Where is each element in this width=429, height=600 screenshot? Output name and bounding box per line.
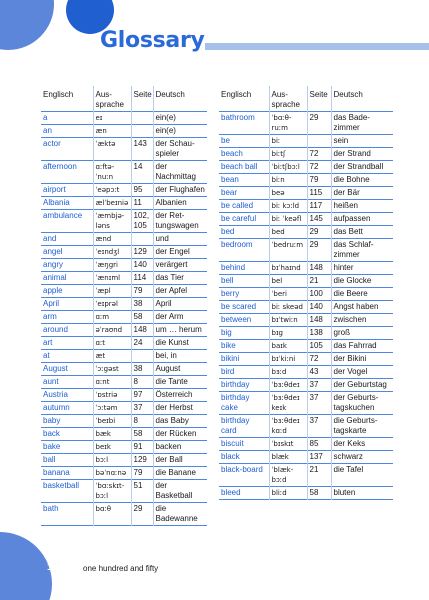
- pronunciation: ˈæpl: [93, 285, 131, 298]
- german-translation: backen: [155, 442, 182, 451]
- table-row: [219, 262, 393, 275]
- pronunciation: ˈæmbjə-ləns: [93, 210, 131, 233]
- english-word: April: [41, 298, 93, 311]
- table-row: [41, 298, 207, 311]
- german-translation: der Flughafen: [155, 185, 205, 194]
- header-german: Deutsch: [333, 90, 363, 99]
- page-ref: 117: [307, 200, 331, 213]
- english-word: bike: [219, 340, 269, 353]
- table-row: [219, 288, 393, 301]
- table-row: [219, 438, 393, 451]
- german-translation: der Vogel: [333, 367, 368, 376]
- table-row: [41, 184, 207, 197]
- english-word: airport: [41, 184, 93, 197]
- table-row: [41, 259, 207, 272]
- page-ref: 129: [131, 246, 153, 259]
- page-number-words: one hundred and fifty: [83, 564, 159, 573]
- german-translation: der Geburts-tagskuchen: [333, 393, 379, 412]
- pronunciation: ˈeəpɔːt: [93, 184, 131, 197]
- page-ref: 97: [131, 389, 153, 402]
- pronunciation: ˈbɜːθdeɪ: [269, 379, 307, 392]
- table-row: [219, 200, 393, 213]
- english-word: behind: [219, 262, 269, 275]
- page-ref: 145: [307, 213, 331, 226]
- pronunciation: ˈbɑːθ-ruːm: [269, 112, 307, 135]
- pronunciation: ˈblæk-bɔːd: [269, 464, 307, 487]
- pronunciation: ˈæŋgri: [93, 259, 131, 272]
- german-translation: Österreich: [155, 390, 193, 399]
- header-pronunciation: Aus-sprache: [269, 86, 307, 112]
- pronunciation: ˈeɪndʒl: [93, 246, 131, 259]
- english-word: bean: [219, 174, 269, 187]
- table-row: [41, 480, 207, 503]
- pronunciation: beɪk: [93, 441, 131, 454]
- table-row: [41, 112, 207, 125]
- page-ref: 72: [307, 148, 331, 161]
- german-translation: das Schlaf-zimmer: [333, 240, 374, 259]
- pronunciation: biːn: [269, 174, 307, 187]
- pronunciation: ˈbɜːθdeɪ kɑːd: [269, 415, 307, 438]
- table-row: [41, 161, 207, 184]
- page-ref: 79: [131, 285, 153, 298]
- table-row: [41, 311, 207, 324]
- page-ref: 129: [131, 454, 153, 467]
- german-translation: der Arm: [155, 312, 184, 321]
- page-ref: 38: [131, 298, 153, 311]
- pronunciation: ˈeɪprəl: [93, 298, 131, 311]
- page-ref: 11: [131, 197, 153, 210]
- table-header-row: [41, 86, 207, 112]
- page-ref: [131, 233, 153, 246]
- page-ref: 14: [131, 161, 153, 184]
- header-english: Englisch: [219, 86, 269, 112]
- english-word: Austria: [41, 389, 93, 402]
- page-ref: 79: [307, 174, 331, 187]
- english-word: be careful: [219, 213, 269, 226]
- english-word: be: [219, 135, 269, 148]
- glossary-table-left: [41, 86, 207, 526]
- page-ref: 58: [131, 428, 153, 441]
- page-ref: 100: [307, 288, 331, 301]
- german-translation: Angst haben: [333, 302, 379, 311]
- pronunciation: bɑːθ: [93, 503, 131, 526]
- english-word: ball: [41, 454, 93, 467]
- header-german: Deutsch: [155, 90, 185, 99]
- page-ref: 143: [131, 138, 153, 161]
- english-word: bell: [219, 275, 269, 288]
- page-ref: 24: [131, 337, 153, 350]
- table-row: [219, 451, 393, 464]
- pronunciation: bæk: [93, 428, 131, 441]
- table-row: [219, 340, 393, 353]
- page-ref: 114: [131, 272, 153, 285]
- table-row: [219, 379, 393, 392]
- page-ref: 72: [307, 353, 331, 366]
- pronunciation: ˈbeɪbi: [93, 415, 131, 428]
- english-word: back: [41, 428, 93, 441]
- german-translation: ein(e): [155, 126, 176, 135]
- table-row: [219, 213, 393, 226]
- german-translation: die Kunst: [155, 338, 189, 347]
- glossary-table-right: [219, 86, 393, 500]
- pronunciation: bɪg: [269, 327, 307, 340]
- table-header-row: [219, 86, 393, 112]
- pronunciation: ˈæktə: [93, 138, 131, 161]
- german-translation: April: [155, 299, 172, 308]
- table-row: [41, 350, 207, 363]
- table-row: [219, 487, 393, 500]
- german-translation: und: [155, 234, 169, 243]
- german-translation: der Strandball: [333, 162, 384, 171]
- german-translation: um … herum: [155, 325, 202, 334]
- page-ref: 37: [307, 379, 331, 392]
- page-ref: 29: [131, 503, 153, 526]
- table-row: [219, 392, 393, 415]
- table-row: [219, 314, 393, 327]
- table-row: [41, 272, 207, 285]
- table-row: [41, 503, 207, 526]
- german-translation: der Basketball: [155, 481, 193, 500]
- english-word: beach: [219, 148, 269, 161]
- table-row: [41, 376, 207, 389]
- page-ref: 140: [131, 259, 153, 272]
- german-translation: ein(e): [155, 113, 176, 122]
- english-word: black-board: [219, 464, 269, 487]
- table-row: [219, 415, 393, 438]
- pronunciation: ɑːt: [93, 337, 131, 350]
- pronunciation: biː: [269, 135, 307, 148]
- german-translation: hinter: [333, 263, 354, 272]
- page-number: 150: [47, 562, 64, 573]
- german-translation: der Geburtstag: [333, 380, 387, 389]
- german-translation: bei, in: [155, 351, 177, 360]
- page-ref: 29: [307, 239, 331, 262]
- table-row: [41, 454, 207, 467]
- english-word: birthday: [219, 379, 269, 392]
- english-word: basketball: [41, 480, 93, 503]
- pronunciation: ænd: [93, 233, 131, 246]
- table-row: [41, 415, 207, 428]
- page-ref: 85: [307, 438, 331, 451]
- english-word: be scared: [219, 301, 269, 314]
- pronunciation: eɪ: [93, 112, 131, 125]
- english-word: beach ball: [219, 161, 269, 174]
- german-translation: verärgert: [155, 260, 188, 269]
- page-ref: 29: [307, 226, 331, 239]
- table-row: [219, 226, 393, 239]
- german-translation: die Glocke: [333, 276, 372, 285]
- table-row: [41, 197, 207, 210]
- page-ref: 37: [307, 415, 331, 438]
- table-row: [219, 174, 393, 187]
- german-translation: August: [155, 364, 181, 373]
- table-row: [41, 337, 207, 350]
- pronunciation: bel: [269, 275, 307, 288]
- english-word: afternoon: [41, 161, 93, 184]
- page-ref: 51: [131, 480, 153, 503]
- table-row: [219, 187, 393, 200]
- page-ref: 115: [307, 187, 331, 200]
- english-word: bath: [41, 503, 93, 526]
- pronunciation: bliːd: [269, 487, 307, 500]
- pronunciation: ˈbɪskɪt: [269, 438, 307, 451]
- table-row: [41, 389, 207, 402]
- english-word: aunt: [41, 376, 93, 389]
- table-row: [41, 467, 207, 480]
- page-ref: 140: [307, 301, 331, 314]
- english-word: big: [219, 327, 269, 340]
- page-ref: 102, 105: [131, 210, 153, 233]
- pronunciation: əˈraʊnd: [93, 324, 131, 337]
- german-translation: schwarz: [333, 452, 363, 461]
- english-word: berry: [219, 288, 269, 301]
- english-word: angel: [41, 246, 93, 259]
- table-row: [41, 285, 207, 298]
- german-translation: das Baby: [155, 416, 189, 425]
- table-row: [41, 246, 207, 259]
- page-ref: 21: [307, 464, 331, 487]
- page-ref: 38: [131, 363, 153, 376]
- page-ref: 29: [307, 112, 331, 135]
- page-ref: 72: [307, 161, 331, 174]
- pronunciation: ælˈbeɪniə: [93, 197, 131, 210]
- pronunciation: ˈɔːgəst: [93, 363, 131, 376]
- english-word: around: [41, 324, 93, 337]
- english-word: bleed: [219, 487, 269, 500]
- english-word: angry: [41, 259, 93, 272]
- english-word: be called: [219, 200, 269, 213]
- german-translation: die Beere: [333, 289, 368, 298]
- english-word: a: [41, 112, 93, 125]
- table-row: [41, 233, 207, 246]
- english-word: Albania: [41, 197, 93, 210]
- pronunciation: ˈbiːtʃbɔːl: [269, 161, 307, 174]
- english-word: and: [41, 233, 93, 246]
- title-bar: [205, 43, 429, 50]
- english-word: black: [219, 451, 269, 464]
- page-ref: 43: [307, 366, 331, 379]
- german-translation: der Bikini: [333, 354, 367, 363]
- page-ref: 8: [131, 415, 153, 428]
- page-ref: 138: [307, 327, 331, 340]
- german-translation: der Rücken: [155, 429, 197, 438]
- table-row: [219, 112, 393, 135]
- german-translation: der Apfel: [155, 286, 188, 295]
- pronunciation: baɪk: [269, 340, 307, 353]
- german-translation: heißen: [333, 201, 358, 210]
- german-translation: die Bohne: [333, 175, 370, 184]
- pronunciation: ˈɔːtəm: [93, 402, 131, 415]
- table-row: [41, 402, 207, 415]
- english-word: apple: [41, 285, 93, 298]
- pronunciation: ˈbɑːskɪt-bɔːl: [93, 480, 131, 503]
- table-row: [219, 353, 393, 366]
- german-translation: der Bär: [333, 188, 360, 197]
- header-english: Englisch: [41, 86, 93, 112]
- german-translation: der Strand: [333, 149, 371, 158]
- pronunciation: biː skeəd: [269, 301, 307, 314]
- pronunciation: ɑːftə-ˈnuːn: [93, 161, 131, 184]
- pronunciation: bɪˈhaɪnd: [269, 262, 307, 275]
- table-row: [219, 327, 393, 340]
- table-row: [219, 135, 393, 148]
- page-ref: 137: [307, 451, 331, 464]
- table-row: [41, 125, 207, 138]
- english-word: bed: [219, 226, 269, 239]
- page-ref: 21: [307, 275, 331, 288]
- page-ref: 37: [131, 402, 153, 415]
- pronunciation: bɔːl: [93, 454, 131, 467]
- table-row: [41, 210, 207, 233]
- german-translation: die Banane: [155, 468, 196, 477]
- header-pronunciation: Aus-sprache: [93, 86, 131, 112]
- pronunciation: biːtʃ: [269, 148, 307, 161]
- english-word: animal: [41, 272, 93, 285]
- english-word: arm: [41, 311, 93, 324]
- pronunciation: ˈbedruːm: [269, 239, 307, 262]
- english-word: actor: [41, 138, 93, 161]
- table-row: [41, 441, 207, 454]
- english-word: bikini: [219, 353, 269, 366]
- english-word: bear: [219, 187, 269, 200]
- decorative-circle-large: [0, 0, 54, 50]
- pronunciation: biː kɔːld: [269, 200, 307, 213]
- english-word: ambulance: [41, 210, 93, 233]
- pronunciation: ˈɒstriə: [93, 389, 131, 402]
- page-ref: [307, 135, 331, 148]
- table-row: [41, 324, 207, 337]
- page-ref: [131, 112, 153, 125]
- pronunciation: bɜːd: [269, 366, 307, 379]
- english-word: bedroom: [219, 239, 269, 262]
- german-translation: Albanien: [155, 198, 187, 207]
- pronunciation: æt: [93, 350, 131, 363]
- page-ref: 8: [131, 376, 153, 389]
- page-title: Glossary: [100, 28, 205, 53]
- page-ref: 91: [131, 441, 153, 454]
- page-ref: 148: [307, 314, 331, 327]
- german-translation: bluten: [333, 488, 356, 497]
- table-row: [219, 239, 393, 262]
- table-row: [219, 366, 393, 379]
- pronunciation: æn: [93, 125, 131, 138]
- german-translation: der Ball: [155, 455, 183, 464]
- page-ref: [131, 350, 153, 363]
- german-translation: die Badewanne: [155, 504, 198, 523]
- english-word: banana: [41, 467, 93, 480]
- page-ref: [131, 125, 153, 138]
- german-translation: der Ret-tungswagen: [155, 211, 199, 230]
- german-translation: die Tafel: [333, 465, 364, 474]
- english-word: bake: [41, 441, 93, 454]
- english-word: an: [41, 125, 93, 138]
- english-word: birthday cake: [219, 392, 269, 415]
- german-translation: das Tier: [155, 273, 184, 282]
- pronunciation: bed: [269, 226, 307, 239]
- german-translation: der Schau-spieler: [155, 139, 195, 158]
- pronunciation: ˈbɜːθdeɪ keɪk: [269, 392, 307, 415]
- table-row: [219, 161, 393, 174]
- table-row: [219, 301, 393, 314]
- table-row: [41, 428, 207, 441]
- pronunciation: ɑːnt: [93, 376, 131, 389]
- german-translation: die Geburts-tagskarte: [333, 416, 378, 435]
- pronunciation: ˈberi: [269, 288, 307, 301]
- german-translation: der Engel: [155, 247, 190, 256]
- page-ref: 79: [131, 467, 153, 480]
- table-row: [41, 138, 207, 161]
- german-translation: groß: [333, 328, 350, 337]
- page-number-circle: [0, 532, 52, 600]
- page-ref: 148: [131, 324, 153, 337]
- pronunciation: bɪˈkiːni: [269, 353, 307, 366]
- german-translation: zwischen: [333, 315, 367, 324]
- german-translation: der Keks: [333, 439, 366, 448]
- table-row: [219, 275, 393, 288]
- table-row: [219, 464, 393, 487]
- german-translation: der Herbst: [155, 403, 193, 412]
- german-translation: aufpassen: [333, 214, 371, 223]
- english-word: autumn: [41, 402, 93, 415]
- english-word: at: [41, 350, 93, 363]
- page-ref: 58: [307, 487, 331, 500]
- table-row: [219, 148, 393, 161]
- header-page: Seite: [131, 86, 153, 112]
- german-translation: die Tante: [155, 377, 188, 386]
- pronunciation: ɑːm: [93, 311, 131, 324]
- german-translation: der Nachmittag: [155, 162, 196, 181]
- english-word: August: [41, 363, 93, 376]
- english-word: bird: [219, 366, 269, 379]
- page-ref: 37: [307, 392, 331, 415]
- english-word: between: [219, 314, 269, 327]
- page-ref: 95: [131, 184, 153, 197]
- english-word: biscuit: [219, 438, 269, 451]
- pronunciation: ˈænɪml: [93, 272, 131, 285]
- german-translation: das Bade-zimmer: [333, 113, 370, 132]
- pronunciation: bɪˈtwiːn: [269, 314, 307, 327]
- page-ref: 58: [131, 311, 153, 324]
- german-translation: das Fahrrad: [333, 341, 377, 350]
- table-row: [41, 363, 207, 376]
- pronunciation: biː ˈkeəfl: [269, 213, 307, 226]
- english-word: bathroom: [219, 112, 269, 135]
- page-ref: 105: [307, 340, 331, 353]
- english-word: birthday card: [219, 415, 269, 438]
- pronunciation: blæk: [269, 451, 307, 464]
- english-word: baby: [41, 415, 93, 428]
- page-ref: 148: [307, 262, 331, 275]
- pronunciation: beə: [269, 187, 307, 200]
- pronunciation: bəˈnɑːnə: [93, 467, 131, 480]
- header-page: Seite: [307, 86, 331, 112]
- english-word: art: [41, 337, 93, 350]
- german-translation: das Bett: [333, 227, 363, 236]
- german-translation: sein: [333, 136, 349, 145]
